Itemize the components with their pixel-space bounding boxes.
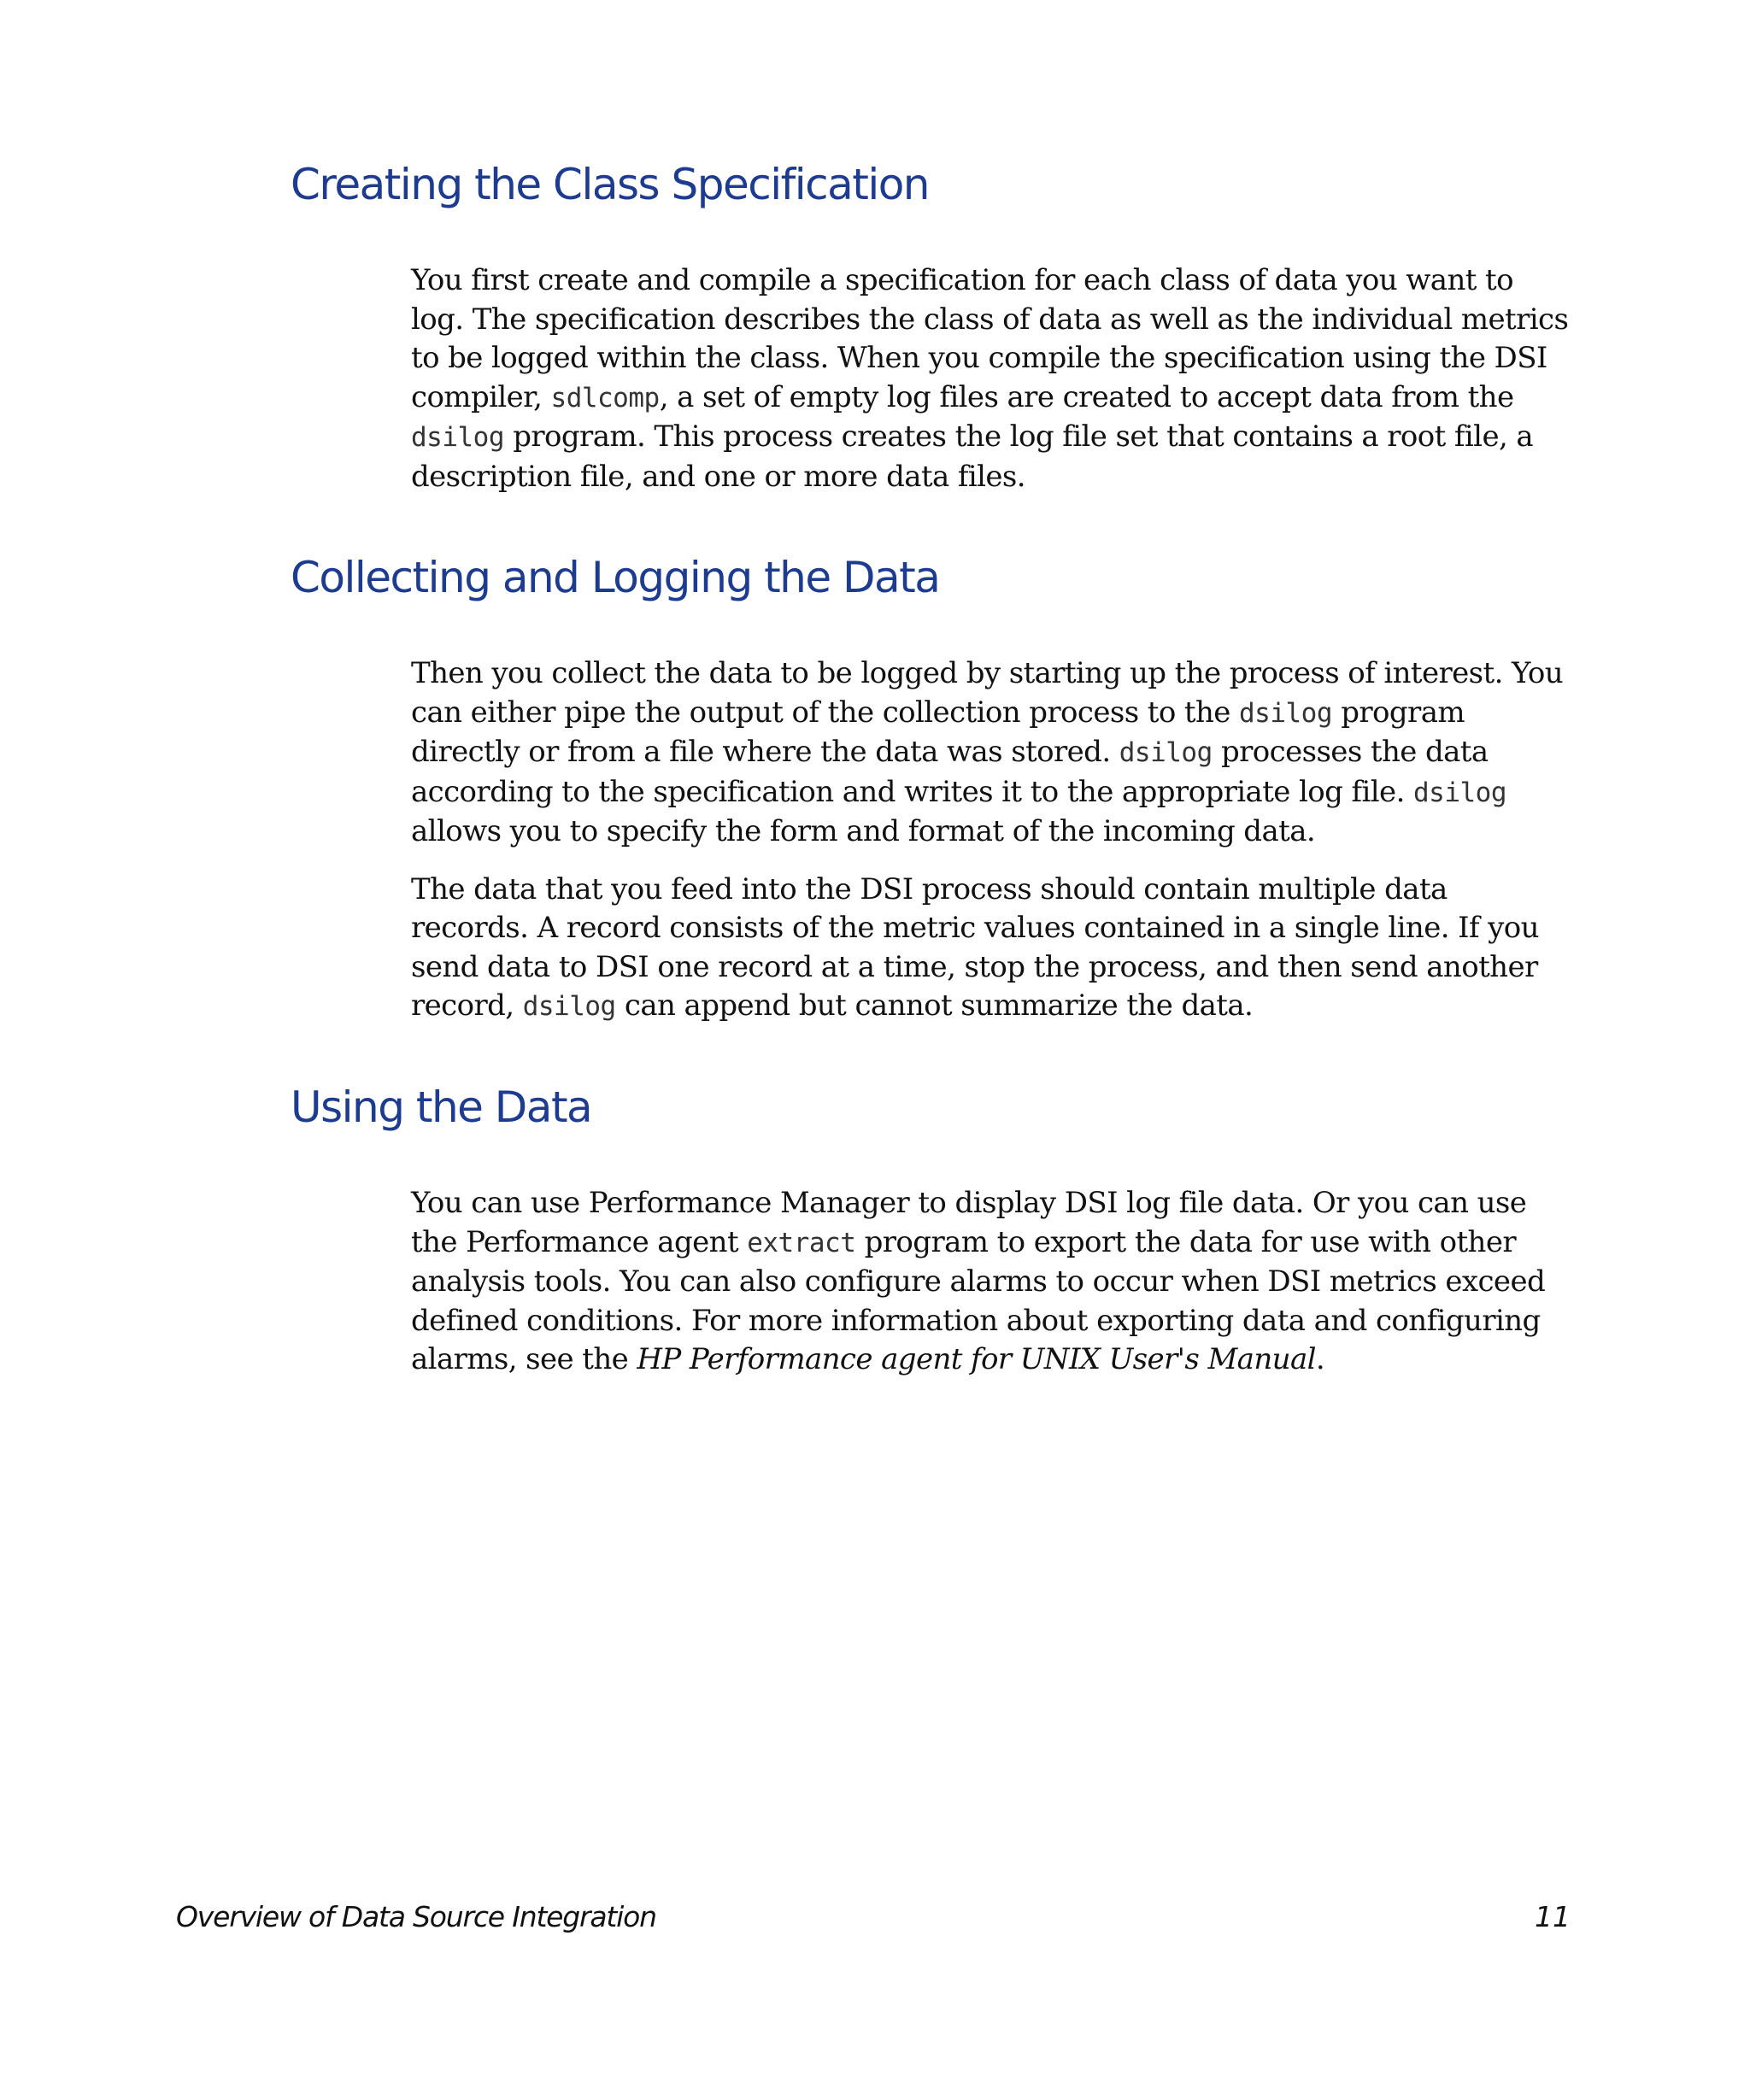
paragraph-text: processes the data according to the specification and writes it to the appropriate log file.	[411, 735, 1489, 809]
manual-title-reference: HP Performance agent for UNIX User's Manual	[637, 1342, 1316, 1376]
inline-code-dsilog: dsilog	[1413, 777, 1506, 808]
footer-document-title: Overview of Data Source Integration	[176, 1900, 656, 1933]
paragraph-text: program directly or from a file where the data was stored.	[411, 695, 1465, 769]
section-heading-using-the-data: Using the Data	[291, 1082, 592, 1132]
paragraph	[411, 261, 1573, 496]
inline-code-sdlcomp: sdlcomp	[550, 382, 660, 414]
paragraph-text: Then you collect the data to be logged by starting up the process of interest. You can either pipe the output of the collection process to the	[411, 656, 1564, 730]
section-body-collecting-logging-data	[411, 654, 1573, 1046]
paragraph-text: , a set of empty log files are created to accept data from the	[659, 379, 1514, 414]
paragraph	[411, 1184, 1573, 1380]
paragraph-text: The data that you feed into the DSI process should contain multiple data records. A record consists of the metric values contained in a single line. If you send data to DSI one record at a time, stop the process, and then send another record,	[411, 871, 1539, 1023]
inline-code-dsilog: dsilog	[411, 422, 504, 453]
paragraph-text: .	[1315, 1342, 1325, 1376]
paragraph-text: program. This process creates the log file set that contains a root file, a description file, and one or more data files.	[411, 419, 1534, 494]
paragraph-text: You can use Performance Manager to display DSI log file data. Or you can use the Performance agent	[411, 1186, 1527, 1259]
paragraph-text: You first create and compile a specification for each class of data you want to log. The specification describes the class of data as well as the individual metrics to be logged within the class. When you compile the specification using the DSI compiler,	[411, 263, 1569, 414]
footer-page-number: 11	[1535, 1900, 1571, 1933]
section-body-creating-class-specification	[411, 261, 1573, 515]
paragraph-text: program to export the data for use with other analysis tools. You can also configure alarms to occur when DSI metrics exceed defined conditions. For more information about exporting data and configuring alarms, see the	[411, 1224, 1546, 1376]
section-heading-collecting-logging-data: Collecting and Logging the Data	[291, 553, 940, 602]
inline-code-dsilog: dsilog	[1239, 697, 1332, 729]
section-body-using-the-data	[411, 1184, 1573, 1399]
paragraph-text: can append but cannot summarize the data.	[615, 988, 1254, 1023]
inline-code-dsilog: dsilog	[522, 991, 616, 1022]
paragraph-text: allows you to specify the form and format of the incoming data.	[411, 814, 1316, 848]
section-heading-creating-class-specification: Creating the Class Specification	[291, 160, 929, 209]
paragraph	[411, 871, 1573, 1027]
inline-code-dsilog: dsilog	[1119, 737, 1213, 768]
paragraph	[411, 654, 1573, 852]
inline-code-extract: extract	[747, 1227, 856, 1258]
